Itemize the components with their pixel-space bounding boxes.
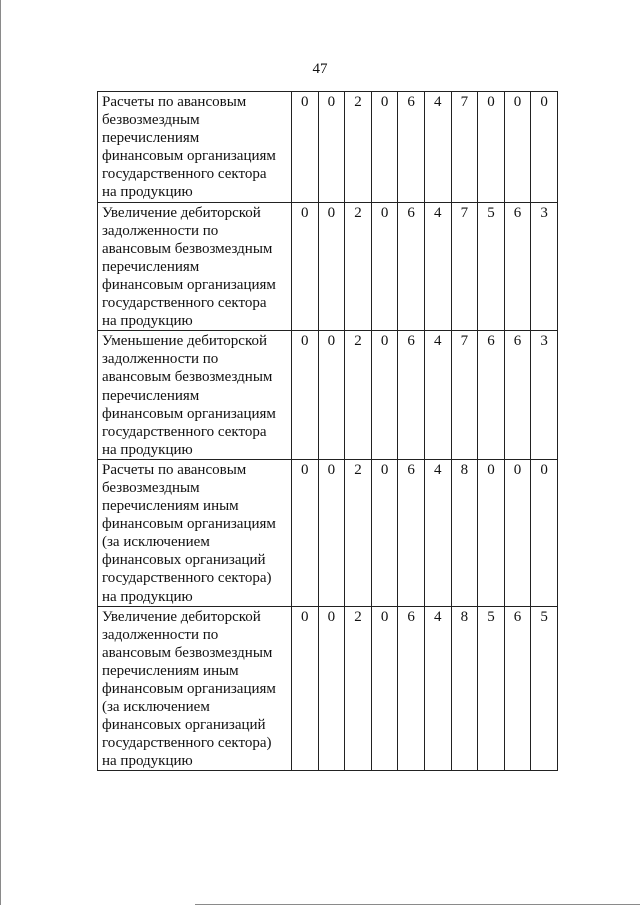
account-name-cell: Увеличение дебиторской задолженности по авансовым безвозмездным перечислениям иным финансовым организациям (за исключением финансовых организаций государственного сектора) на продукцию	[98, 606, 292, 771]
code-digit-cell: 7	[451, 202, 478, 331]
code-digit-cell: 3	[531, 202, 558, 331]
code-digit-cell: 0	[318, 331, 345, 460]
code-digit-cell: 7	[451, 92, 478, 203]
table-row	[98, 331, 558, 460]
code-digit-cell: 4	[424, 331, 451, 460]
account-name-cell: Увеличение дебиторской задолженности по авансовым безвозмездным перечислениям финансовым организациям государственного сектора на продукцию	[98, 202, 292, 331]
table-body	[98, 92, 558, 771]
code-digit-cell: 5	[478, 606, 505, 771]
code-digit-cell: 2	[345, 202, 372, 331]
code-digit-cell: 6	[504, 606, 531, 771]
code-digit-cell: 0	[318, 459, 345, 606]
code-digit-cell: 4	[424, 202, 451, 331]
code-digit-cell: 0	[318, 202, 345, 331]
code-digit-cell: 8	[451, 606, 478, 771]
code-digit-cell: 0	[371, 331, 398, 460]
code-digit-cell: 0	[292, 459, 319, 606]
code-digit-cell: 3	[531, 331, 558, 460]
code-digit-cell: 0	[292, 331, 319, 460]
code-digit-cell: 6	[478, 331, 505, 460]
code-digit-cell: 5	[531, 606, 558, 771]
code-digit-cell: 6	[398, 202, 425, 331]
code-digit-cell: 6	[398, 331, 425, 460]
account-code-table	[97, 91, 558, 771]
code-digit-cell: 5	[478, 202, 505, 331]
code-digit-cell: 0	[531, 459, 558, 606]
code-digit-cell: 2	[345, 331, 372, 460]
table-row	[98, 606, 558, 771]
code-digit-cell: 0	[371, 606, 398, 771]
code-digit-cell: 0	[371, 459, 398, 606]
code-digit-cell: 0	[478, 92, 505, 203]
code-digit-cell: 6	[398, 606, 425, 771]
code-digit-cell: 6	[504, 202, 531, 331]
code-digit-cell: 0	[504, 459, 531, 606]
code-digit-cell: 0	[531, 92, 558, 203]
scan-edge-left	[0, 0, 1, 905]
account-name-cell: Уменьшение дебиторской задолженности по авансовым безвозмездным перечислениям финансовым организациям государственного сектора на продукцию	[98, 331, 292, 460]
table-row	[98, 459, 558, 606]
code-digit-cell: 0	[371, 202, 398, 331]
table-row	[98, 92, 558, 203]
code-digit-cell: 0	[292, 606, 319, 771]
code-digit-cell: 6	[504, 331, 531, 460]
code-digit-cell: 2	[345, 92, 372, 203]
code-digit-cell: 6	[398, 92, 425, 203]
code-digit-cell: 0	[318, 606, 345, 771]
code-digit-cell: 2	[345, 459, 372, 606]
code-digit-cell: 0	[292, 92, 319, 203]
code-digit-cell: 4	[424, 606, 451, 771]
page-number: 47	[312, 61, 328, 77]
code-digit-cell: 6	[398, 459, 425, 606]
code-digit-cell: 0	[371, 92, 398, 203]
table-row	[98, 202, 558, 331]
code-digit-cell: 4	[424, 459, 451, 606]
code-digit-cell: 2	[345, 606, 372, 771]
code-digit-cell: 7	[451, 331, 478, 460]
account-name-cell: Расчеты по авансовым безвозмездным перечислениям финансовым организациям государственного сектора на продукцию	[98, 92, 292, 203]
code-digit-cell: 0	[292, 202, 319, 331]
code-digit-cell: 8	[451, 459, 478, 606]
code-digit-cell: 0	[318, 92, 345, 203]
code-digit-cell: 4	[424, 92, 451, 203]
code-digit-cell: 0	[478, 459, 505, 606]
code-digit-cell: 0	[504, 92, 531, 203]
account-name-cell: Расчеты по авансовым безвозмездным перечислениям иным финансовым организациям (за исключением финансовых организаций государственного сектора) на продукцию	[98, 459, 292, 606]
